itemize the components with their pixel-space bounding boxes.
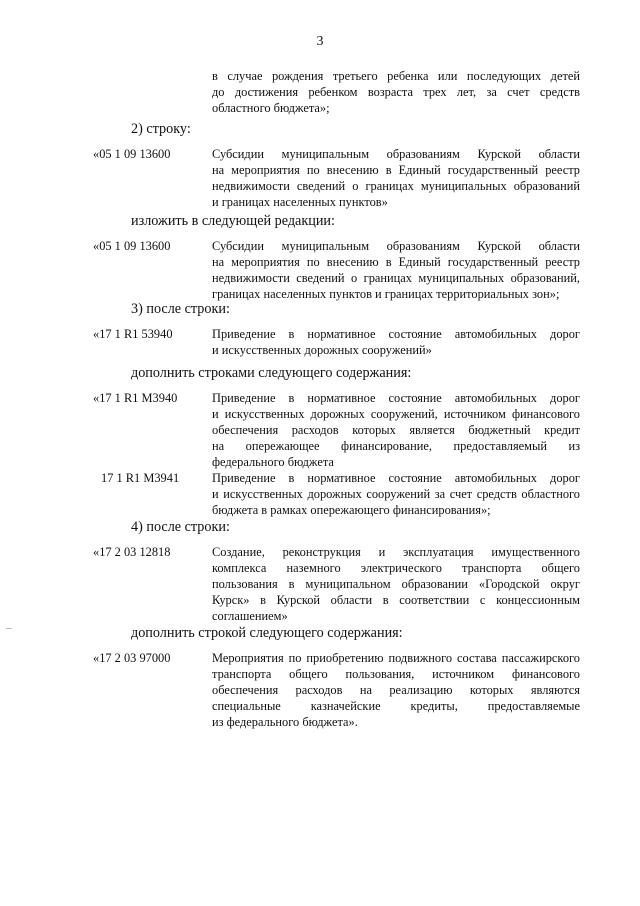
description-line: Субсидии муниципальным образованиям Курской области bbox=[212, 239, 580, 253]
add-row-3-description bbox=[212, 650, 580, 730]
replace-heading: изложить в следующей редакции: bbox=[131, 213, 335, 229]
add-row-2-code: 17 1 R1 M3941 bbox=[101, 471, 180, 485]
replace-code: «05 1 09 13600 bbox=[93, 239, 171, 253]
description-line: Создание, реконструкция и эксплуатация имущественного bbox=[212, 545, 580, 559]
description-line: на мероприятия по внесению в Единый государственный реестр bbox=[212, 255, 580, 269]
section-3-description bbox=[212, 326, 580, 358]
replace-description bbox=[212, 238, 580, 302]
description-line: Приведение в нормативное состояние автомобильных дорог bbox=[212, 391, 580, 405]
description-line: Приведение в нормативное состояние автомобильных дорог bbox=[212, 327, 580, 341]
description-line: федерального бюджета bbox=[212, 455, 334, 469]
description-line: и искусственных дорожных сооружений, источником финансового bbox=[212, 407, 580, 421]
description-line: обеспечения расходов которых является бюджетный кредит bbox=[212, 423, 580, 437]
intro-line: областного бюджета»; bbox=[212, 101, 330, 115]
description-line: специальные казначейские кредиты, предоставляемые bbox=[212, 699, 580, 713]
section-3-code: «17 1 R1 53940 bbox=[93, 327, 173, 341]
description-line: Курск» в Курской области в соответствии с концессионным bbox=[212, 593, 580, 607]
description-line: на опережающее финансирование, предоставляемый из bbox=[212, 439, 580, 453]
description-line: из федерального бюджета». bbox=[212, 715, 358, 729]
description-line: границах населенных пунктов и границах территориальных зон»; bbox=[212, 287, 560, 301]
section-2-heading: 2) строку: bbox=[131, 121, 191, 137]
description-line: недвижимости сведений о границах муниципальных образований bbox=[212, 179, 580, 193]
add-row-1-description bbox=[212, 390, 580, 470]
description-line: недвижимости сведений о границах муниципальных образований, bbox=[212, 271, 580, 285]
add-row-3-code: «17 2 03 97000 bbox=[93, 651, 171, 665]
description-line: Субсидии муниципальным образованиям Курской области bbox=[212, 147, 580, 161]
description-line: и искусственных дорожных сооружений за счет средств областного bbox=[212, 487, 580, 501]
section-4-heading: 4) после строки: bbox=[131, 519, 230, 535]
add-row-heading: дополнить строкой следующего содержания: bbox=[131, 625, 403, 641]
section-4-code: «17 2 03 12818 bbox=[93, 545, 171, 559]
add-row-2-description bbox=[212, 470, 580, 518]
intro-line: в случае рождения третьего ребенка или последующих детей bbox=[212, 69, 580, 83]
description-line: транспорта общего пользования, источником финансового bbox=[212, 667, 580, 681]
description-line: Мероприятия по приобретению подвижного состава пассажирского bbox=[212, 651, 580, 665]
add-row-1-code: «17 1 R1 M3940 bbox=[93, 391, 178, 405]
section-3-heading: 3) после строки: bbox=[131, 301, 230, 317]
description-line: соглашением» bbox=[212, 609, 288, 623]
description-line: бюджета в рамках опережающего финансирования»; bbox=[212, 503, 491, 517]
description-line: и границах населенных пунктов» bbox=[212, 195, 388, 209]
description-line: Приведение в нормативное состояние автомобильных дорог bbox=[212, 471, 580, 485]
page-number: 3 bbox=[316, 34, 324, 49]
scan-margin-mark bbox=[6, 628, 12, 629]
section-2-code: «05 1 09 13600 bbox=[93, 147, 171, 161]
description-line: обеспечения расходов на реализацию которых являются bbox=[212, 683, 580, 697]
add-rows-heading: дополнить строками следующего содержания: bbox=[131, 365, 412, 381]
description-line: комплекса наземного электрического транспорта общего bbox=[212, 561, 580, 575]
section-2-description bbox=[212, 146, 580, 210]
description-line: пользования в муниципальном образовании «Городской округ bbox=[212, 577, 580, 591]
intro-paragraph bbox=[212, 68, 580, 116]
intro-line: до достижения ребенком возраста трех лет, за счет средств bbox=[212, 85, 580, 99]
description-line: и искусственных дорожных сооружений» bbox=[212, 343, 432, 357]
section-4-description bbox=[212, 544, 580, 624]
description-line: на мероприятия по внесению в Единый государственный реестр bbox=[212, 163, 580, 177]
